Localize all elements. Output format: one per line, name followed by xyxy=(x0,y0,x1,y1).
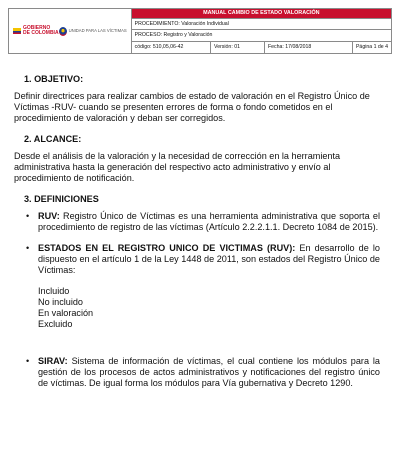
definition-estados xyxy=(14,243,380,276)
unidad-logo-text: UNIDAD PARA LAS VÍCTIMAS xyxy=(68,27,127,33)
objetivo-heading: 1. OBJETIVO: xyxy=(24,74,84,84)
estados-text: En desarrollo de lo dispuesto en el artículo 1 de la Ley 1448 de 2011, son estados del Registro Único de Víctimas: xyxy=(38,243,380,275)
proceso-label: PROCESO: Registro y Valoración xyxy=(131,30,391,41)
estado-item: No incluido xyxy=(38,297,83,307)
estado-item: Excluido xyxy=(38,319,73,329)
gobierno-logo-line1: GOBIERNO xyxy=(23,24,51,31)
document-header xyxy=(8,8,392,54)
logos-cell xyxy=(9,9,132,54)
definition-sirav xyxy=(14,356,380,389)
alcance-text: Desde el análisis de la valoración y la necesidad de corrección en la herramienta administrativa hasta la generación del respectivo acto administrativo y envío al procedimiento de notificación. xyxy=(14,151,341,183)
gobierno-logo-line2: DE COLOMBIA xyxy=(23,30,59,36)
unidad-victimas-logo xyxy=(59,27,127,36)
bullet-icon: • xyxy=(26,211,30,221)
estados-term: ESTADOS EN EL REGISTRO UNICO DE VICTIMAS (RUV): xyxy=(38,243,296,253)
definition-ruv xyxy=(14,211,380,233)
estados-list xyxy=(38,286,386,330)
manual-title: MANUAL CAMBIO DE ESTADO VALORACIÓN xyxy=(131,9,391,19)
ruv-term: RUV: xyxy=(38,211,60,221)
definitions-list xyxy=(14,211,386,233)
document-body xyxy=(14,74,386,389)
procedimiento-label: PROCEDIMIENTO: Valoración Individual xyxy=(131,19,391,30)
alcance-heading: 2. ALCANCE: xyxy=(24,134,82,144)
definiciones-heading: 3. DEFINICIONES xyxy=(24,194,99,204)
codigo-value: código: 510,05,06-42 xyxy=(131,41,210,53)
definitions-list-estados xyxy=(14,243,386,276)
estado-item: Incluido xyxy=(38,286,70,296)
ruv-text: Registro Único de Víctimas es una herramienta administrativa que soporta el procedimiento de registro de las víctimas (Artículo 2.2.2.1.1. Decreto 1084 de 2015). xyxy=(38,211,380,232)
bullet-icon: • xyxy=(26,243,30,253)
estado-item: En valoración xyxy=(38,308,94,318)
objetivo-text: Definir directrices para realizar cambios de estado de valoración en el Registro Único de Víctimas -RUV- cuando se presenten errores de forma o fondo cometidos en el procedimiento de valoración y deban ser corregidos. xyxy=(14,91,370,123)
definitions-list-sirav xyxy=(14,356,386,389)
sirav-text: Sistema de información de víctimas, el cual contiene los módulos para la gestión de los procesos de actos administrativos y notificaciones del registro único de víctimas. De igual forma los módulos para Vía gubernativa y Decreto 1290. xyxy=(38,356,380,388)
colombia-flag-icon xyxy=(13,28,21,34)
fecha-value: Fecha: 17/08/2018 xyxy=(264,41,352,53)
sirav-term: SIRAV: xyxy=(38,356,68,366)
bullet-icon: • xyxy=(26,356,30,366)
gobierno-logo xyxy=(13,26,59,37)
unidad-seal-icon xyxy=(59,27,67,36)
pagina-value: Página 1 de 4 xyxy=(352,41,391,53)
version-value: Versión: 01 xyxy=(211,41,265,53)
